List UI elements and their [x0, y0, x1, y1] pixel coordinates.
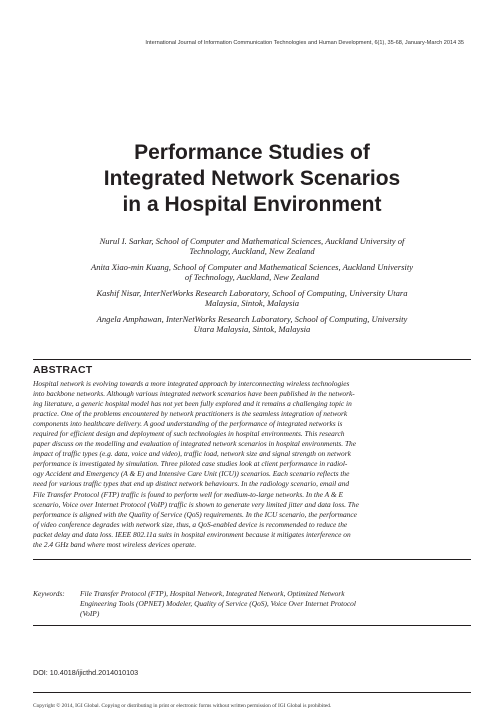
title-line: Integrated Network Scenarios	[103, 167, 401, 190]
keywords-block	[33, 589, 471, 619]
abstract-line: need for various traffic types that end up distinct network behaviours. In the radiology scenario, email and	[33, 479, 350, 489]
author-line: Angela Amphawan, InterNetWorks Research Laboratory, School of Computing, University	[96, 314, 408, 324]
abstract-line: ing literature, a generic hospital model has not yet been fully explored and it remains a challenging topic in	[33, 399, 352, 409]
abstract-line: File Transfer Protocol (FTP) traffic is found to perform well for medium-to-large networks. In the A & E	[33, 489, 343, 499]
author-line: Technology, Auckland, New Zealand	[189, 246, 315, 256]
abstract-line: of video conference degrades with network size, thus, a QoS-enabled device is recommended to reduce the	[33, 519, 348, 529]
abstract-line: into backbone networks. Although various integrated network scenarios have been published in the network-	[33, 389, 355, 399]
abstract-line: paper discuss on the modelling and evaluation of integrated network scenarios in hospital environments. The	[33, 439, 357, 449]
keywords-line: File Transfer Protocol (FTP), Hospital Network, Integrated Network, Optimized Network	[80, 589, 345, 598]
abstract-line: Hospital network is evolving towards a more integrated approach by interconnecting wireless technologies	[33, 379, 350, 388]
abstract-heading: ABSTRACT	[33, 364, 93, 376]
abstract-top-rule	[33, 359, 471, 360]
keywords-line: Engineering Tools (OPNET) Modeler, Quality of Service (QoS), Voice Over Internet Protocol	[80, 599, 356, 609]
copyright-notice: Copyright © 2014, IGI Global. Copying or distributing in print or electronic forms without written permission of IGI Global is prohibited.	[33, 703, 332, 709]
author-line: Anita Xiao-min Kuang, School of Computer and Mathematical Sciences, Auckland University	[90, 262, 414, 272]
abstract-line: packet delay and data loss. IEEE 802.11a suits in hospital environment because it mitigates interference on	[33, 529, 351, 539]
abstract-divider	[33, 559, 471, 560]
abstract-line: practice. One of the problems encountered by network practitioners is the seamless integration of network	[33, 409, 348, 419]
author-affiliation	[50, 262, 454, 282]
author-affiliation	[50, 236, 454, 256]
title-line: in a Hospital Environment	[122, 193, 382, 216]
abstract-line: performance is investigated by simulation. Three piloted case studies look at client performance in radiol-	[33, 459, 348, 469]
abstract-line: performance is aligned with the Quality of Service (QoS) requirements. In the ICU scenario, the performance	[33, 509, 357, 519]
author-affiliation	[50, 314, 454, 334]
author-line: Kashif Nisar, InterNetWorks Research Laboratory, School of Computing, University Utara	[96, 288, 408, 298]
keywords-text	[80, 589, 471, 619]
abstract-line: scenario, Voice over Internet Protocol (VoIP) traffic is shown to generate very limited jitter and data loss. The	[33, 499, 359, 509]
author-line: Utara Malaysia, Sintok, Malaysia	[193, 324, 311, 334]
author-line: of Technology, Auckland, New Zealand	[184, 272, 320, 282]
footer-rule	[33, 692, 471, 693]
abstract-body	[33, 379, 471, 550]
title-line: Performance Studies of	[134, 141, 370, 164]
running-header: International Journal of Information Communication Technologies and Human Development, 6(1), 35-68, January-March 2014 35	[145, 40, 464, 46]
abstract-line: components into healthcare delivery. A good understanding of the performance of integrated networks is	[33, 419, 343, 429]
author-affiliation	[50, 288, 454, 308]
abstract-line: ogy Accident and Emergency (A & E) and Intensive Care Unit (ICU)) scenarios. Each scenario reflects the	[33, 469, 350, 479]
doi-label: DOI: 10.4018/ijicthd.2014010103	[33, 668, 139, 677]
keywords-label: Keywords:	[33, 589, 65, 598]
keywords-bottom-rule	[33, 625, 471, 626]
abstract-line: required for efficient design and deployment of such technologies in hospital environments. This research	[33, 429, 345, 439]
abstract-line: impact of traffic types (e.g. data, voice and video), traffic load, network size and signal strength on network	[33, 449, 351, 459]
author-line: Nurul I. Sarkar, School of Computer and Mathematical Sciences, Auckland University of	[99, 236, 405, 246]
paper-title	[40, 140, 464, 218]
abstract-line: the 2.4 GHz band where most wireless devices operate.	[33, 539, 197, 549]
author-line: Malaysia, Sintok, Malaysia	[204, 298, 300, 308]
author-list	[50, 236, 454, 340]
keywords-line: (VoIP)	[80, 609, 100, 619]
